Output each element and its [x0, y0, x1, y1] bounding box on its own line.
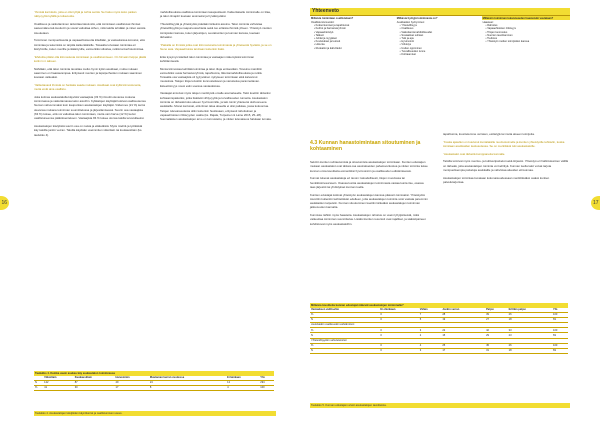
table-cell: 17: [441, 349, 485, 354]
summary-list-item: ▪ Kohtaamiset: [399, 53, 416, 57]
table-cell: 12: [226, 380, 259, 385]
summary-subheading: Osallistumismuodot:: [311, 20, 335, 24]
table-cell: 33: [508, 328, 552, 333]
right-col1-paragraph: Kunnissa nähtiin myös haasteita. Asukastalojen rahoitus on usein lyhytjänteistä, mikä vaikeuttaa toiminnan suunnittelua. Lisäksi kuntien resurssit ovat rajalliset, ja säästöpaineet kohdistuvat myös asukastaloihin.: [310, 213, 426, 226]
summary-list-item: ▪ Vapaaehtoistyö: [314, 30, 334, 34]
summary-subheading: Haasteet:: [482, 20, 494, 24]
right-page: [300, 0, 600, 424]
left-col1-paragraph: “ Ihmisiä kai käviis, jotta ei olisi tyhjiä ja turhia seiniä. Se haluu myös koko paikan näkyvyyttä kylällä ja tuttavuutta.: [34, 10, 146, 19]
right-table-title: Millaisia tavoitteita kunnan edustajat näkevät asukastalojen toiminnalle?: [310, 303, 568, 308]
table-cell: 100: [552, 328, 568, 333]
summary-col-1: [310, 20, 396, 56]
table-cell: 49: [115, 380, 149, 385]
table-cell: 0: [379, 343, 418, 348]
summary-list-item: ▪ Tuki ja apu: [399, 37, 414, 40]
summary-col-2: [396, 20, 482, 56]
right-col2-paragraph: “ Asukastalot ovat tärkeitä kumppaneita kunnalle.: [443, 152, 568, 156]
page-number-right: 17: [591, 196, 600, 210]
table-cell: N: [310, 349, 379, 354]
right-col2-paragraph: “ Koska ajatellen on kuulunut kuntalaisille nuorisotoimelle ja kuntien yhteistyölle tehtäviin, koska toimitaan asukkaiden keskuudessa. Se on merkittävä tuki asukastaloille.: [443, 140, 568, 149]
right-table-grid: [310, 308, 568, 355]
table-cell: N: [310, 333, 379, 338]
table-header-cell: Yht.: [259, 376, 274, 381]
table-cell: 27: [485, 317, 508, 322]
summary-list-item: ▪ Uuden oppiminen: [399, 46, 422, 50]
summary-list-item: ▪ Koulutukset ja kurssit: [314, 40, 341, 44]
table-cell: 23: [508, 333, 552, 338]
right-table: [310, 303, 568, 354]
left-text-column-1: [34, 10, 146, 140]
left-col2-paragraph: Yhteisöllisyyttä ja yhteistyötä pidetään tärkeinä asioina. Talon toiminta vahvistaa yhteisöllisyyttä ja naapuruussuhteita sekä tuo erilaisia ihmisiä yhteen. Yhteistyö muiden toimijoiden kanssa, kuten järjestöjen, seurakuntien ja kunnan kanssa, koetaan tärkeäksi.: [160, 21, 272, 39]
summary-list-item: ▪ Kokoontumiset ja tapahtumat: [314, 24, 350, 28]
table-section-label: Asukkaiden osallisuuden edistäminen: [310, 323, 568, 328]
summary-list-item: ▪ Tiedotus: [485, 37, 498, 40]
right-col1-paragraph: Selvitin kuntien suhtautumista ja sitoutumista asukastalojen toimintaan. Kuntien edustajien mukaan asukastalot ovat tärkeä osa asuinalueiden palveluverkostoa ja niiden toiminta tukee kunnan omia tavoitteita esimerkiksi hyvinvoinnin ja osallisuuden edistämisessä.: [310, 160, 428, 173]
table-cell: 87: [74, 380, 115, 385]
left-col1-paragraph: Nähdään, että talon toiminta tavoittaa melko hyvin kylän asukkaat, mutta mukaan saaminen on haastavampaa. Erityisesti nuorten ja lapsiperheiden mukaan saaminen koetaan vaikeaksi.: [34, 66, 142, 80]
table-cell: %: [310, 343, 379, 348]
table-cell: 0: [379, 328, 418, 333]
table-cell: 100: [259, 385, 274, 390]
summary-list-item: ▪ Yhteistyö muiden toimijoiden kanssa: [485, 40, 530, 44]
table-header-cell: Ei ollenkaan: [379, 308, 418, 313]
summary-list-item: ▪ Vaikuttamismahdollisuudet: [399, 30, 433, 34]
left-col1-paragraph: Joka kolmas asukastalolla käyvistä vastaajista (33 %) ilmoitti olevansa mukana toiminnassa ja vaikuttamassa talon asioihin. Kylätalojen käyttäjät kokivat osallisuutensa hieman vahvemmaksi kuin kaupunkien asukastalojen käyttäjät. Viidennes (21 %) kertoi olevansa mukana toiminnan suunnittelussa ja järjestämisessä. Suurin osa vastaajista (63 %) kokee, että voi vaikuttaa talon toimintaan, mutta vain harva (12 %) kertoi osallistuneensa päätöksentekoon. Vastaajista 84 % kokee olonsa talolla tervetulleeksi.: [34, 94, 146, 121]
summary-list-item: ▪ Osallisuus: [399, 27, 414, 31]
summary-list-item: ▪ Rahoitus: [485, 24, 498, 28]
table-cell: 69: [552, 349, 568, 354]
right-col1-paragraph: Kuntien edustajat kokivat yhteistyön asukastalojen kanssa pääosin toimivaksi. Yhteistyötä toivottiin kuitenkin kehitettävän edelleen, jotta asukastalojen toiminta voisi vastata paremmin asukkaiden tarpeisiin. Kunnan sitoutuminen koettiin tärkeäksi asukastalojen toiminnan jatkuvuuden kannalta.: [310, 192, 428, 210]
right-col1-paragraph: Kunnat tukevat asukastaloja eri tavoin: taloudellisesti, tilojen muodossa tai henkilöstöresurssein. Osassa kuntia asukastalojen toiminnasta vastaa kunta itse, osassa taas järjestöt tai yhdistykset kunnan tuella.: [310, 176, 424, 189]
summary-header-2: Millaisia hyötyjä toiminnasta on?: [396, 16, 438, 20]
table-cell: 7: [419, 312, 442, 317]
left-col2-paragraph: Eräs kysymys käsitteli talon toimintaa ja vastaajien näkemyksiä toiminnan kehittämisestä.: [160, 54, 255, 63]
summary-box: [310, 8, 570, 57]
table-cell: N: [34, 380, 43, 385]
summary-col-3: [482, 20, 570, 56]
table-header-cell: Muutaman kerran vuodessa: [149, 376, 226, 381]
left-table-grid: [34, 376, 274, 392]
summary-list-item: ▪ Kerhot ja harrastusryhmät: [314, 27, 346, 31]
left-table: [34, 371, 274, 391]
summary-list-item: ▪ Juhlat ja myyjäiset: [314, 37, 337, 40]
table-cell: 122: [43, 380, 74, 385]
left-table-title: Taulukko 4. Kuinka usein asukas käy asukastalon toiminnassa: [34, 371, 274, 376]
table-cell: 29: [485, 333, 508, 338]
summary-list-item: ▪ Virkistys: [399, 43, 412, 47]
table-cell: 31: [485, 349, 508, 354]
table-cell: 4: [226, 385, 259, 390]
summary-list-item: ▪ Nuorten tavoittaminen: [485, 33, 513, 37]
table-cell: 0: [379, 312, 418, 317]
table-cell: 0: [379, 349, 418, 354]
table-header-cell: Paljon: [485, 308, 508, 313]
table-header-cell: Ei lainkaan: [226, 376, 259, 381]
summary-subheading: Asukkaiden hyötyminen:: [396, 20, 425, 24]
summary-list-item: ▪ Ruokailut ja kahvittelut: [314, 46, 342, 50]
table-header-cell: Vastauksen vaihtoehto: [310, 308, 379, 313]
page-number-left: 16: [0, 196, 9, 210]
summary-list-item: ▪ Sosiaaliset suhteet: [399, 33, 424, 37]
table-cell: 18: [508, 317, 552, 322]
summary-list-item: ▪ Yhteisöllisyys: [399, 24, 417, 28]
left-col1-paragraph: Asukastalojen kävijöistä suurin osa on naisia ja eläkeläisiä. Myös miehiä ja työikäisiä käy taloilla jonkin verran. Taloilla käydään useimmiten viikoittain tai kuukausittain (ks. taulukko 4).: [34, 123, 143, 137]
left-col2-paragraph: “ Paikalla on ihmisiä jotka ovat kiinnostuneita toiminnasta ja yhteisestä hyvästä, ja se on hieno asia. Vapaaehtoisia tarvitaan kuitenkin lisää.: [160, 43, 272, 52]
table-cell: 42: [485, 328, 508, 333]
table-cell: 41: [43, 385, 74, 390]
table-cell: %: [34, 385, 43, 390]
summary-header-3: Millaisiin toiminnan tulevaisuuden haasteisiin vastataan?: [482, 16, 570, 21]
left-col2-paragraph: mahdollisuuksia osallistua toimintaan tasapuolisesti. Kaikenlaiselle toiminnalle on tilaa, ja talon ilmapiiri koetaan avoimeksi ja hyväksyväksi.: [160, 10, 271, 19]
right-text-column-2: [443, 132, 568, 188]
table-cell: 100: [552, 343, 568, 348]
table-cell: 26: [508, 343, 552, 348]
left-col1-paragraph: Osallisuus ja vaikuttaminen tarkoittaa tässä sitä, että toimintaan osallistuvat ihmiset saavat äänensä kuuluviin ja voivat vaikuttaa siihen, mitä talolla tehdään ja miten asioita toteutetaan.: [34, 21, 146, 35]
right-col2-paragraph: tapahtumia, kuuntelemme verraten, esittelyjä tai muita alueen toimijoita.: [443, 132, 535, 136]
summary-list-item: ▪ Vapaaehtoisten riittävyys: [485, 27, 516, 31]
table-cell: 15: [441, 333, 485, 338]
left-col1-paragraph: “ Ehdoitta pitäisi olla kiinnostusta toimintaan ja osallistumiseen. On hirveän helppo jäädä kotiin tv:n ääreen.: [34, 55, 146, 64]
summary-list-item: ▪ Liikunta: [314, 43, 325, 47]
table-cell: 4: [419, 343, 442, 348]
table-cell: 5: [419, 317, 442, 322]
summary-list-item: ▪ Hyvinvointi: [399, 40, 414, 44]
table-row: [34, 385, 274, 390]
table-cell: 19: [441, 317, 485, 322]
table-cell: %: [310, 328, 379, 333]
table-cell: 0: [379, 317, 418, 322]
right-text-column-1: [310, 160, 428, 229]
right-table-caption: Taulukko 5. Kunnan edustajien arviot asukastalojen tavoitteista.: [310, 403, 570, 408]
table-cell: %: [310, 312, 379, 317]
table-cell: 26: [508, 312, 552, 317]
table-cell: 30: [74, 385, 115, 390]
summary-list-item: ▪ Talkoot: [314, 33, 324, 37]
table-header-cell: Yht.: [552, 308, 568, 313]
table-header-cell: Jonkin verran: [441, 308, 485, 313]
summary-header-1: Millaista toimintaan osallistutaan?: [311, 16, 354, 20]
table-cell: 24: [149, 380, 226, 385]
right-col2-paragraph: Taloilla toimivat myös nuoriso- ja kulttuuripalvelut sekä kirjastot. Yhteistyö eri hallintokuntien välillä on tärkeää, jotta asukastalojen toiminta voi kehittyä. Kunnan tuella talot voivat tarjota monipuolisempia palveluja asukkaille ja vahvistaa alueiden elinvoimaa.: [443, 159, 568, 172]
left-col2-paragraph: Vastaajat arvioivat myös talojen merkitystä omalle asuinalueelle. Talot koettiin tärkeiksi kohtaamispaikoiksi, jotka lisäävät viihtyvyyttä ja turvallisuuden tunnetta. Asukastalon toiminta on tärkeää koko alueen hyvinvoinnille, ja talo toimii yhteisenä olohuoneena asukkaille. Monet kertoivat, että ilman taloa alueella ei olisi paikkaa, jossa kokoontua. Talojen tulevaisuudesta oltiin kuitenkin huolissaan, erityisesti rahoituksen ja vapaaehtoisten riittävyyden osalta (ks. Rajala, Turpeinen & Laine 2015, 25–28). Suomalaisten asukastalojen arvo on tunnustettu, ja niiden tulevaisuus halutaan turvata.: [160, 91, 272, 122]
table-cell: 69: [552, 333, 568, 338]
table-header-cell: Kuukausittain: [74, 376, 115, 381]
table-cell: 22: [441, 328, 485, 333]
table-cell: 28: [441, 312, 485, 317]
table-cell: 2: [419, 333, 442, 338]
table-header-cell: Viikoittain: [43, 376, 74, 381]
table-cell: 294: [259, 380, 274, 385]
table-cell: 69: [552, 317, 568, 322]
table-cell: 3: [419, 328, 442, 333]
left-col2-paragraph: Monia kiinnostaa kehittää toimintaa ja talon tiloja entisestään. Toiveina mainittiin esimerkiksi uusia harrastusryhmiä, tapahtumia, liikuntamahdollisuuksia ja retkiä. Toisaalta osa vastaajista oli tyytyväinen nykyiseen toimintaan eikä kaivannut muutoksia. Talojen tiloja toivottiin kunnostettavan ja varustelua parannettavan. Esteettömyys nousi esiin useissa vastauksissa.: [160, 66, 263, 88]
left-col1-paragraph: Toiminnan monipuolisuutta ja vapaaehtoisuutta kiitellään, ja vastauksissa korostui, että toimintaa ja tekemistä on tarjolla kaikenikäisille. Toisaalta toivotaan toimintaa eri ikäryhmille, kuten nuorille ja ikääntyville, esimerkiksi ulkoilua, retkiä tai kerhotoimintaa.: [34, 38, 145, 51]
table-header-cell: Vähän: [419, 308, 442, 313]
summary-table: [310, 15, 570, 57]
left-table-caption: Taulukko 4. Asukastalojen kävijöiden käyntikerrat ja osallistumisen useus.: [34, 411, 276, 416]
table-cell: 39: [485, 312, 508, 317]
summary-title: Yhteenveto: [310, 8, 570, 15]
left-text-column-2: [160, 10, 272, 125]
table-header-cell: Harvemmin: [115, 376, 149, 381]
summary-list-item: ▪ Tilojen kunnostus: [485, 30, 508, 34]
table-cell: 8: [149, 385, 226, 390]
left-col1-paragraph: “ Valitettavasti ihmisiä on hankala saada mukaan. Asukkaat ovat kyllä kiinnostuneita, mutta eivät aina osallistu.: [34, 83, 146, 92]
table-row: [310, 349, 568, 354]
table-cell: 45: [485, 343, 508, 348]
summary-list-item: ▪ Turvallisuuden tunne: [399, 49, 426, 53]
table-header-cell: Erittäin paljon: [508, 308, 552, 313]
table-cell: 0: [379, 333, 418, 338]
table-cell: 18: [508, 349, 552, 354]
table-cell: 25: [441, 343, 485, 348]
table-cell: 17: [115, 385, 149, 390]
table-cell: N: [310, 317, 379, 322]
table-section-label: Yhteisöllisyyden vahvistaminen: [310, 338, 568, 343]
right-col2-paragraph: Asukastalojen toimintaa kuvataan kokonaisuudessaan merkittäväksi osaksi kuntien palvelutarjontaa.: [443, 175, 550, 184]
table-cell: 100: [552, 312, 568, 317]
section-heading: 4.3 Kunnan hanastoimintaan sitoutuminen ja kohtaaminen: [310, 140, 421, 152]
table-cell: 3: [419, 349, 442, 354]
